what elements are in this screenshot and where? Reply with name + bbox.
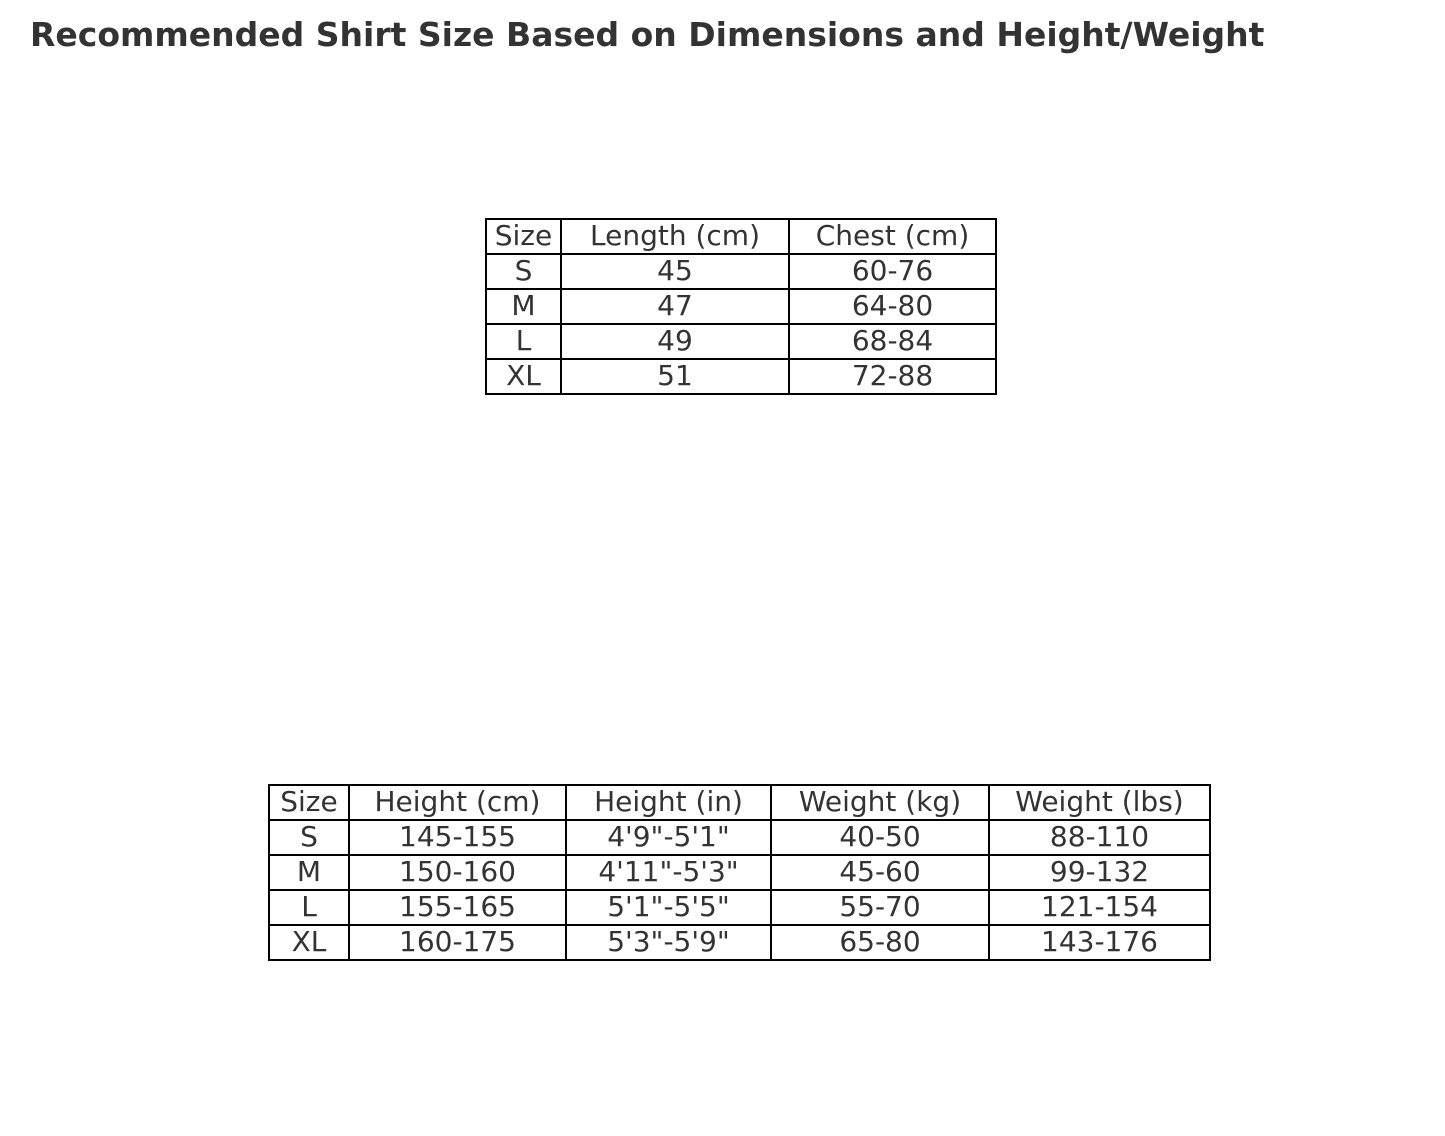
column-header-size: Size <box>269 785 349 820</box>
cell-length: 49 <box>561 324 789 359</box>
column-header-length-cm: Length (cm) <box>561 219 789 254</box>
cell-weight-kg: 65-80 <box>771 925 989 960</box>
cell-height-in: 5'3"-5'9" <box>566 925 771 960</box>
cell-length: 47 <box>561 289 789 324</box>
table-row-s <box>269 820 1210 855</box>
column-header-height-in: Height (in) <box>566 785 771 820</box>
cell-size: S <box>486 254 561 289</box>
cell-chest: 64-80 <box>789 289 996 324</box>
table-row-s <box>486 254 996 289</box>
cell-chest: 72-88 <box>789 359 996 394</box>
cell-height-in: 4'11"-5'3" <box>566 855 771 890</box>
table-row-xl <box>269 925 1210 960</box>
cell-size: L <box>269 890 349 925</box>
cell-height-cm: 155-165 <box>349 890 566 925</box>
column-header-chest-cm: Chest (cm) <box>789 219 996 254</box>
cell-size: M <box>269 855 349 890</box>
cell-height-cm: 145-155 <box>349 820 566 855</box>
cell-weight-lbs: 99-132 <box>989 855 1210 890</box>
table-row-l <box>269 890 1210 925</box>
header-row <box>269 785 1210 820</box>
cell-height-in: 4'9"-5'1" <box>566 820 771 855</box>
cell-size: S <box>269 820 349 855</box>
cell-weight-kg: 40-50 <box>771 820 989 855</box>
table-row-xl <box>486 359 996 394</box>
cell-length: 45 <box>561 254 789 289</box>
cell-size: XL <box>486 359 561 394</box>
table-row-m <box>269 855 1210 890</box>
table-row-l <box>486 324 996 359</box>
header-row <box>486 219 996 254</box>
cell-height-in: 5'1"-5'5" <box>566 890 771 925</box>
shirt-dimensions-table <box>485 218 997 395</box>
cell-weight-kg: 45-60 <box>771 855 989 890</box>
column-header-weight-kg: Weight (kg) <box>771 785 989 820</box>
cell-height-cm: 150-160 <box>349 855 566 890</box>
column-header-weight-lbs: Weight (lbs) <box>989 785 1210 820</box>
cell-size: XL <box>269 925 349 960</box>
figure-title: Recommended Shirt Size Based on Dimensions and Height/Weight <box>30 15 1265 54</box>
table-row-m <box>486 289 996 324</box>
cell-weight-lbs: 121-154 <box>989 890 1210 925</box>
cell-chest: 60-76 <box>789 254 996 289</box>
cell-weight-kg: 55-70 <box>771 890 989 925</box>
cell-weight-lbs: 143-176 <box>989 925 1210 960</box>
cell-length: 51 <box>561 359 789 394</box>
height-weight-table <box>268 784 1211 961</box>
cell-height-cm: 160-175 <box>349 925 566 960</box>
column-header-height-cm: Height (cm) <box>349 785 566 820</box>
column-header-size: Size <box>486 219 561 254</box>
cell-weight-lbs: 88-110 <box>989 820 1210 855</box>
cell-size: M <box>486 289 561 324</box>
cell-size: L <box>486 324 561 359</box>
cell-chest: 68-84 <box>789 324 996 359</box>
